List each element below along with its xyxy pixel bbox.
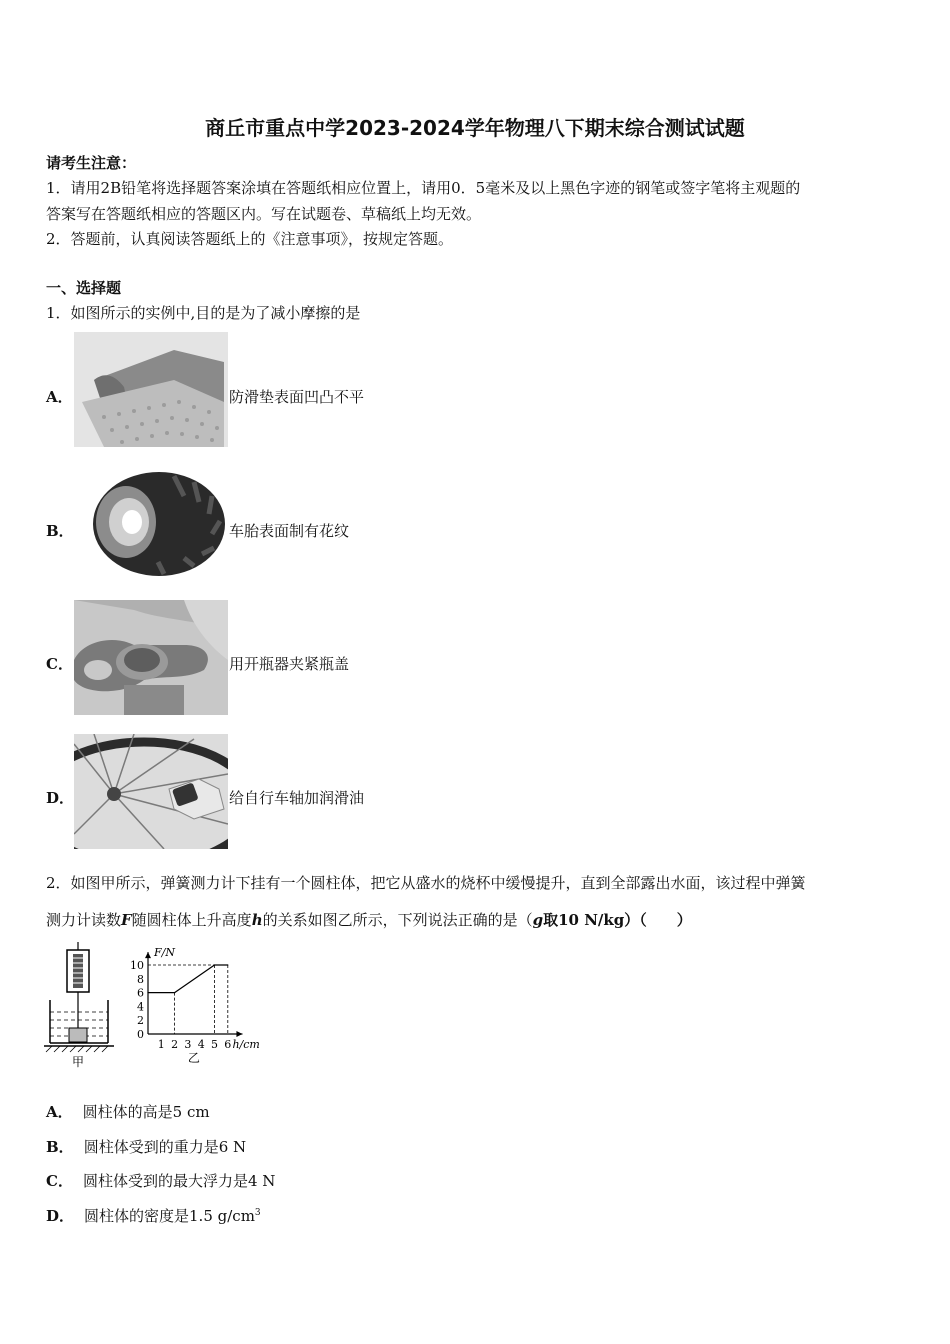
y-axis-label: F/N — [154, 946, 175, 960]
q1-option-a-key: A． — [46, 388, 73, 406]
y-axis-arrow — [145, 952, 151, 958]
q2-line-2 — [46, 909, 692, 930]
q2-answer-b — [46, 1136, 246, 1157]
q2-answer-a — [46, 1101, 210, 1122]
q1-stem: 1．如图所示的实例中,目的是为了减小摩擦的是 — [46, 304, 361, 322]
tire-image — [74, 466, 228, 581]
q2-line-2-mid: 随圆柱体上升高度 — [131, 911, 252, 929]
q1-option-c-key: C． — [46, 655, 73, 673]
q2-answer-a-text: 圆柱体的高是5 cm — [82, 1103, 210, 1121]
data-point — [214, 964, 215, 965]
q2-answer-c-key: C． — [46, 1172, 73, 1190]
q1-option-d-caption: 给自行车轴加润滑油 — [229, 789, 365, 807]
y-tick-label: 4 — [137, 1000, 144, 1014]
notice-line-1a: 1．请用2B铅笔将选择题答案涂填在答题纸相应位置上，请用0．5毫米及以上黑色字迹的钢笔或签字笔将主观题的 — [46, 179, 801, 197]
fig-jia-label: 甲 — [72, 1055, 85, 1069]
q1-option-d-key: D． — [46, 789, 75, 807]
bicycle-oil-image — [74, 734, 228, 849]
data-point — [227, 964, 228, 965]
page-title: 商丘市重点中学2023-2024学年物理八下期末综合测试试题 — [205, 116, 745, 140]
anti-slip-mat-image — [74, 332, 228, 447]
x-tick-label: 6 — [224, 1038, 232, 1051]
q2-var-F: F — [121, 911, 132, 929]
data-point — [174, 992, 175, 993]
spring-scale-figure — [40, 940, 120, 1070]
q2-line-2-pre: 测力计读数 — [46, 911, 122, 929]
x-tick-label: 2 — [171, 1038, 179, 1051]
q2-line-2-post: 的关系如图乙所示，下列说法正确的是（ — [262, 911, 533, 929]
q2-answer-d-key: D． — [46, 1207, 75, 1225]
q2-line-2-end: 取10 N/kg）（ ） — [543, 911, 692, 929]
notice-line-2: 2．答题前，认真阅读答题纸上的《注意事项》，按规定答题。 — [46, 230, 454, 248]
force-height-chart — [118, 936, 280, 1070]
q2-answer-d-sup: 3 — [254, 1208, 261, 1218]
q1-option-b-caption: 车胎表面制有花纹 — [229, 522, 350, 540]
q2-answer-c-text: 圆柱体受到的最大浮力是4 N — [82, 1172, 276, 1190]
y-tick-label: 6 — [137, 986, 144, 1000]
q2-answer-d — [46, 1205, 261, 1226]
q1-option-c-caption: 用开瓶器夹紧瓶盖 — [229, 655, 350, 673]
x-axis-arrow — [236, 1031, 242, 1037]
section-heading: 一、选择题 — [46, 279, 122, 297]
x-tick-label: 1 — [157, 1038, 165, 1051]
q2-var-g: g — [532, 911, 544, 929]
y-tick-label: 0 — [137, 1028, 144, 1041]
q2-answer-a-key: A． — [46, 1103, 73, 1121]
q2-line-1: 2．如图甲所示，弹簧测力计下挂有一个圆柱体，把它从盛水的烧杯中缓慢提升，直到全部露出水面，该过程中弹簧 — [46, 874, 806, 892]
bottle-opener-image — [74, 600, 228, 715]
q2-answer-d-text: 圆柱体的密度是1.5 g/cm — [84, 1207, 255, 1225]
series-line — [148, 965, 228, 993]
x-tick-label: 5 — [211, 1038, 218, 1051]
q1-option-b-key: B． — [46, 522, 74, 540]
x-tick-label: 3 — [184, 1038, 192, 1051]
y-tick-label: 2 — [137, 1014, 144, 1028]
notice-line-1b: 答案写在答题纸相应的答题区内。写在试题卷、草稿纸上均无效。 — [46, 205, 482, 223]
q2-var-h: h — [251, 911, 263, 929]
x-axis-label: h/cm — [232, 1038, 260, 1051]
x-tick-label: 4 — [197, 1038, 205, 1051]
q2-answer-b-text: 圆柱体受到的重力是6 N — [83, 1138, 247, 1156]
q2-answer-b-key: B． — [46, 1138, 74, 1156]
y-tick-label: 8 — [137, 972, 144, 986]
q1-option-a-caption: 防滑垫表面凹凸不平 — [229, 388, 365, 406]
q2-answer-c — [46, 1170, 275, 1191]
notice-heading: 请考生注意： — [46, 154, 137, 172]
y-tick-label: 10 — [130, 959, 144, 972]
data-point — [147, 992, 148, 993]
fig-yi-label: 乙 — [187, 1051, 200, 1065]
